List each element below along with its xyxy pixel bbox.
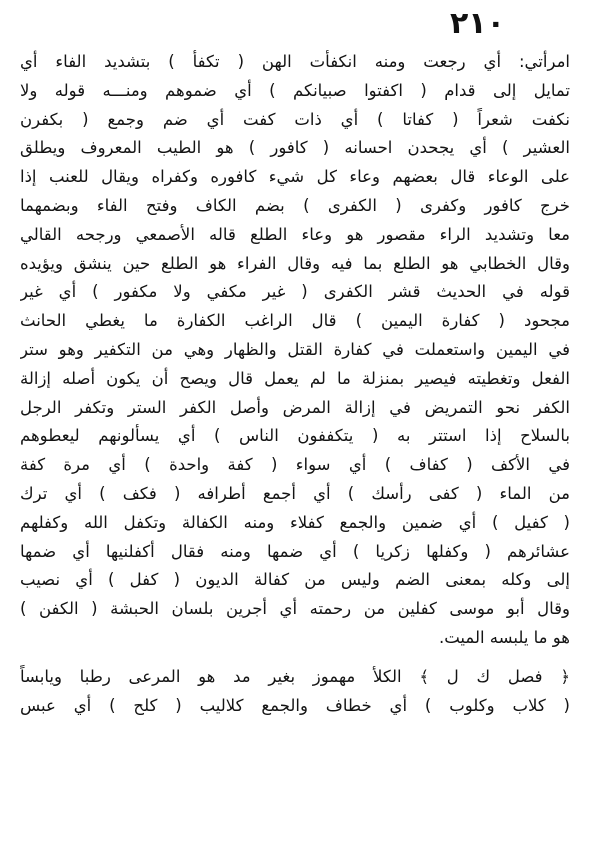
text-line: على الوعاء قال بعضهم وعاء كل شيء كافوره وكفراه ويقال للعنب إذا	[20, 167, 570, 187]
text-line: ( كلاب وكلوب ) أي خطاف والجمع كلاليب ( كلح ) أي عبس	[20, 695, 570, 715]
text-line: ( كفيل ) أي ضمين والجمع كفلاء ومنه الكفالة وتكفل الله وكفلهم	[20, 512, 570, 532]
text-line: من الماء ( كفى رأسك ) أي أجمع أطرافه ( فكف ) أي ترك	[20, 483, 570, 503]
paragraph	[20, 48, 570, 653]
page-number: ٢١٠	[450, 6, 505, 41]
text-line: بالسلاح إذا استتر به ( يتكففون الناس ) أي يسألونهم ليعطوهم	[20, 426, 570, 446]
text-line: قوله في الحديث قشر الكفرى ( غير مكفي ولا مكفور ) أي غير	[20, 282, 570, 302]
text-line: وقال أبو موسى كفلين من رحمته أي أجرين بلسان الحبشة ( الكفن )	[20, 599, 570, 619]
text-line: معا وتشديد الراء مقصور هو وعاء الطلع قاله الأصمعي ورجحه القالي	[20, 224, 570, 244]
text-line: نكفت شعراً ( كفاتا ) أي ذات كفت أي ضم وجمع ( بكفرن	[20, 109, 570, 129]
text-line: امرأتي: أي رجعت ومنه انكفأت الهن ( تكفأ ) بتشديد الفاء أي	[20, 52, 570, 71]
text-line: عشائرهم ( وكفلها زكريا ) أي ضمها ومنه فقال أكفلنيها أي ضمها	[20, 541, 570, 561]
text-body	[20, 48, 570, 720]
text-line: وقال الخطابي هو الطلع بما فيه وقال الفراء هو الطلع حين ينشق ويؤيده	[20, 253, 570, 273]
section-heading-line: ﴿ فصل ك ل ﴾ الكلأ مهموز بغير مد هو المرعى رطبا ويابساً	[20, 666, 570, 686]
text-line: العشير ) أي يجحدن احسانه ( كافور ) هو الطيب المعروف ويطلق	[20, 138, 570, 158]
paragraph	[20, 663, 570, 721]
text-line: إلى وكله بمعنى الضم وليس من كفالة الديون ( كفل ) أي نصيب	[20, 570, 570, 590]
text-line: هو ما يلبسه الميت.	[438, 627, 570, 647]
text-line: خرج كافور وكفرى ( الكفرى ) بضم الكاف وفتح الفاء وبضمهما	[20, 195, 570, 215]
text-line: الكفر نحو التمريض في إزالة المرض وأصل الكفر الستر وتكفر الرجل	[20, 397, 570, 417]
text-line: مجحود ( كفارة اليمين ) قال الراغب الكفارة ما يغطي الحانث	[20, 311, 570, 331]
text-line: تمايل إلى قدام ( اكفتوا صبيانكم ) أي ضموهم ومنـــه قوله ولا	[20, 80, 570, 100]
paragraph-spacer	[20, 653, 570, 663]
text-line: في الأكف ( كفاف ) أي سواء ( كفة واحدة ) أي مرة كفة	[20, 455, 570, 475]
text-line: في اليمين واستعملت في كفارة القتل والظهار وهي من التكفير وهو ستر	[20, 339, 570, 359]
text-line: الفعل وتغطيته فيصير بمنزلة ما لم يعمل قال ويصح أن يكون أصله إزالة	[20, 368, 570, 388]
